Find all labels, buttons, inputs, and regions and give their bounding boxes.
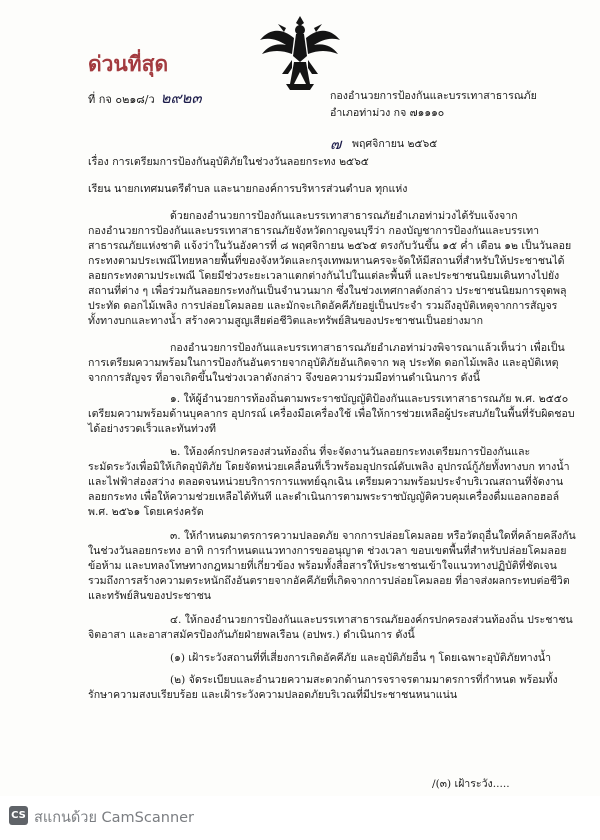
text-line: จิตอาสา และอาสาสมัครป้องกันภัยฝ่ายพลเรือน (อปพร.) ดำเนินการ ดังนี้ [88, 629, 415, 641]
text-line: ข้อห้าม และบทลงโทษทางกฎหมายที่เกี่ยวข้อง พร้อมทั้งสื่อสารให้ประชาชนเข้าใจแนวทางปฏิบัติที่ชัดเจน [88, 560, 557, 572]
subject-line: เรื่อง การเตรียมการป้องกันอุบัติภัยในช่วงวันลอยกระทง ๒๕๖๕ [88, 156, 369, 168]
text-line: ในช่วงวันลอยกระทง อาทิ การกำหนดแนวทางการขออนุญาต ช่วงเวลา ขอบเขตพื้นที่สำหรับปล่อยโคมลอย [88, 545, 567, 557]
text-line: ๒. ให้องค์กรปกครองส่วนท้องถิ่น ที่จะจัดงานวันลอยกระทงเตรียมการป้องกันและ [170, 446, 531, 458]
text-line: รวมถึงการสร้างความตระหนักถึงอันตรายจากอัคคีภัยที่เกิดจากการปล่อยโคมลอย ที่อาจส่งผลกระทบต่อชีวิต [88, 575, 570, 587]
text-line: ได้อย่างรวดเร็วและทันท่วงที [88, 423, 216, 435]
document-number [88, 86, 202, 110]
text-line: ๑. ให้ผู้อำนวยการท้องถิ่นตามพระราชบัญญัติป้องกันและบรรเทาสาธารณภัย พ.ศ. ๒๕๕๐ [170, 393, 569, 405]
text-line: ลอยกระทง เพื่อให้ความช่วยเหลือได้ทันที และดำเนินการตามพระราชบัญญัติควบคุมเครื่องดื่มแอลกอฮอล์ [88, 491, 560, 503]
text-line: รักษาความสงบเรียบร้อย และเฝ้าระวังความปลอดภัยบริเวณที่มีประชาชนหนาแน่น [88, 689, 458, 701]
sender-office: กองอำนวยการป้องกันและบรรเทาสาธารณภัย [330, 90, 537, 102]
text-line: ระมัดระวังเพื่อมิให้เกิดอุบัติภัย โดยจัดหน่วยเคลื่อนที่เร็วพร้อมอุปกรณ์ดับเพลิง อุปกรณ์กู้ภัยทั้งทางบก ทางน้ำ [88, 461, 570, 473]
urgency-stamp: ด่วนที่สุด [88, 52, 169, 76]
text-line: ประทัด ดอกไม้เพลิง การปล่อยโคมลอย และมักจะเกิดอัคคีภัยอยู่เป็นประจำ รวมถึงอุบัติเหตุจากการสัญจร [88, 300, 558, 312]
recipient-line: เรียน นายกเทศมนตรีตำบล และนายกองค์การบริหารส่วนตำบล ทุกแห่ง [88, 183, 408, 195]
text-line: ๔. ให้กองอำนวยการป้องกันและบรรเทาสาธารณภัยองค์กรปกครองส่วนท้องถิ่น ประชาชน [170, 614, 573, 626]
camscanner-logo-icon: CS [9, 806, 28, 825]
sender-address: อำเภอท่าม่วง กจ ๗๑๑๑๐ [330, 107, 445, 119]
text-line: ด้วยกองอำนวยการป้องกันและบรรเทาสาธารณภัยอำเภอท่าม่วงได้รับแจ้งจาก [170, 210, 518, 222]
garuda-emblem-icon [256, 10, 344, 98]
text-line: และทรัพย์สินของประชาชน [88, 590, 212, 602]
text-line: ๓. ให้กำหนดมาตรการความปลอดภัย จากการปล่อยโคมลอย หรือวัตถุอื่นใดที่คล้ายคลึงกัน [170, 530, 576, 542]
date-day-handwritten: ๗ [330, 135, 342, 153]
text-line: ลอยกระทงตามประเพณี โดยมีช่วงระยะเวลาแตกต่างกันไปในแต่ละพื้นที่ และประชาชนนิยมเดินทางไปยัง [88, 270, 560, 282]
text-line: กระทงตามประเพณีไทยหลายพื้นที่ของจังหวัดและกรุงเทพมหานครจะจัดให้มีสถานที่สำหรับให้ประชาชนได้ [88, 255, 565, 267]
text-line: กองอำนวยการป้องกันและบรรเทาสาธารณภัยอำเภอท่าม่วงพิจารณาแล้วเห็นว่า เพื่อเป็น [170, 342, 565, 354]
text-line: (๑) เฝ้าระวังสถานที่ที่เสี่ยงการเกิดอัคคีภัย และอุบัติภัยอื่น ๆ โดยเฉพาะอุบัติภัยทางน้ำ [170, 652, 552, 664]
text-line: (๒) จัดระเบียบและอำนวยความสะดวกด้านการจราจรตามมาตรการที่กำหนด พร้อมทั้ง [170, 674, 558, 686]
text-line: และไฟฟ้าส่องสว่าง ตลอดจนหน่วยบริการการแพทย์ฉุกเฉิน เตรียมความพร้อมประจำบริเวณสถานที่จัดงาน [88, 476, 564, 488]
document-number-value: ๒๙๒๓ [160, 89, 202, 107]
camscanner-watermark: สแกนด้วย CamScanner [34, 810, 195, 826]
text-line: สาธารณภัยแห่งชาติ แจ้งว่าในวันอังคารที่ ๘ พฤศจิกายน ๒๕๖๕ ตรงกับวันขึ้น ๑๕ ค่ำ เดือน ๑๒ เป็นวันลอย [88, 240, 572, 252]
text-line: ทั้งทางบกและทางน้ำ สร้างความสูญเสียต่อชีวิตและทรัพย์สินของประชาชนเป็นอย่างมาก [88, 315, 484, 327]
text-line: กองอำนวยการป้องกันและบรรเทาสาธารณภัยจังหวัดกาญจนบุรีว่า กองบัญชาการป้องกันและบรรเทา [88, 225, 540, 237]
text-line: สถานที่ต่าง ๆ เพื่อร่วมกันลอยกระทงกันเป็นจำนวนมาก ซึ่งในช่วงเทศกาลดังกล่าว ประชาชนนิยมการจุดพลุ [88, 285, 567, 297]
text-line: เตรียมความพร้อมด้านบุคลากร อุปกรณ์ เครื่องมือเครื่องใช้ เพื่อให้การช่วยเหลือผู้ประสบภัยในพื้นที่รับผิดชอบ [88, 408, 575, 420]
date-month-year: พฤศจิกายน ๒๕๖๕ [352, 138, 438, 150]
text-line: พ.ศ. ๒๕๖๑ โดยเคร่งครัด [88, 506, 204, 518]
continuation-note: /(๓) เฝ้าระวัง..... [432, 778, 510, 790]
text-line: จากการสัญจร ที่อาจเกิดขึ้นในช่วงเวลาดังกล่าว จึงขอความร่วมมือท่านดำเนินการ ดังนี้ [88, 372, 480, 384]
text-line: การเตรียมความพร้อมในการป้องกันอันตรายจากอุบัติภัยอันเกิดจาก พลุ ประทัด ดอกไม้เพลิง และอุบัติเหตุ [88, 357, 559, 369]
document-number-label: ที่ กจ ๐๒๑๘/ว [88, 93, 155, 106]
